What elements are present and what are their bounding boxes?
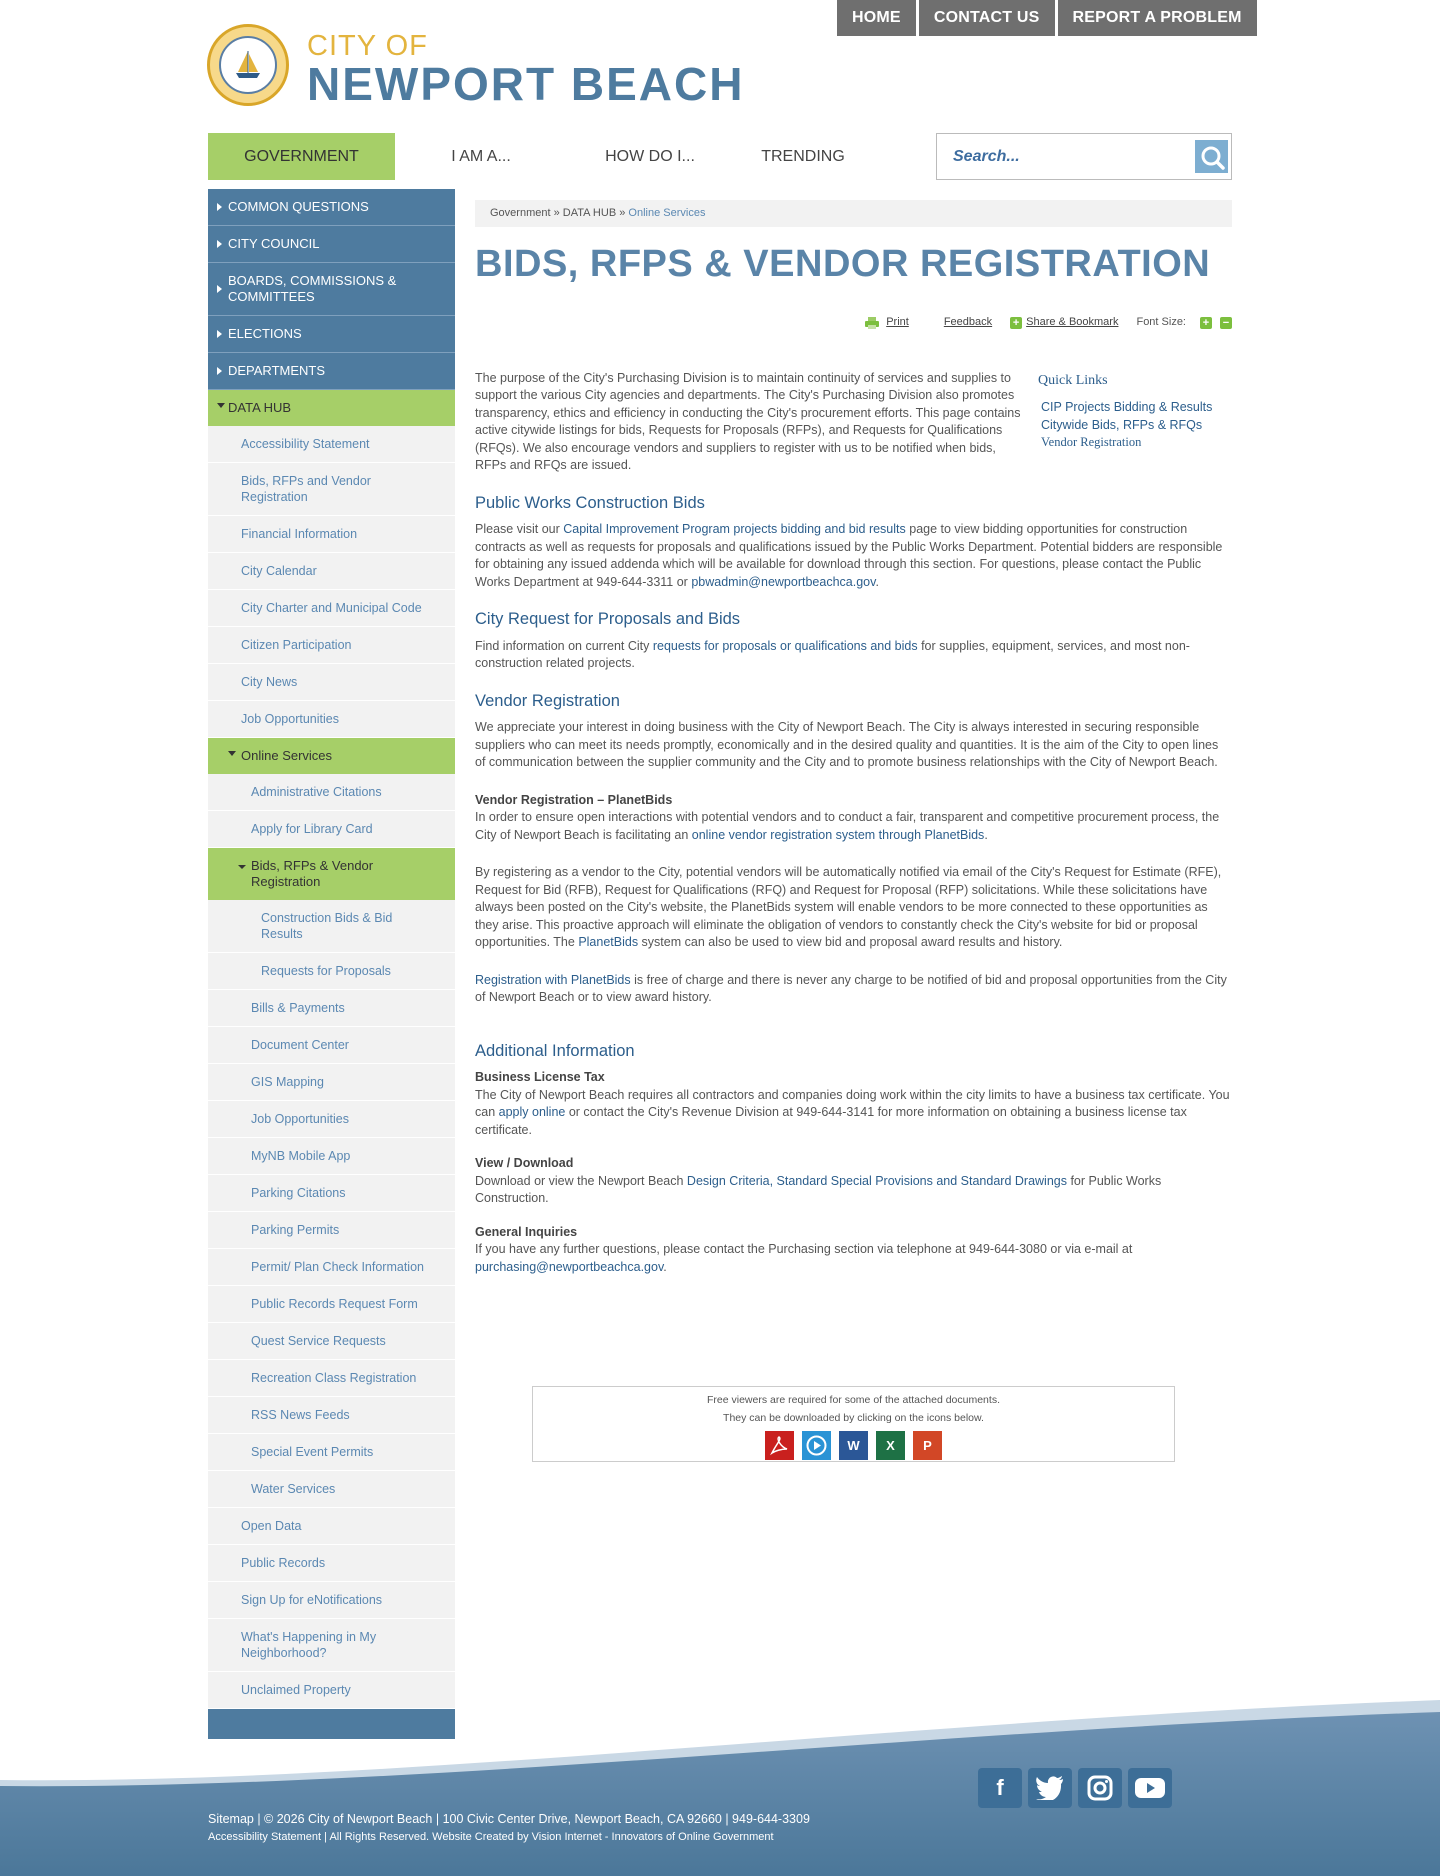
sidebar-item-label: COMMON QUESTIONS [228,199,369,214]
sidebar-sub-item-job-opportunities[interactable] [208,701,455,738]
share-tool[interactable] [1010,314,1118,332]
sidebar-sub-item-label: Job Opportunities [241,712,339,726]
youtube-icon[interactable] [1128,1768,1172,1808]
sidebar-item-label: BOARDS, COMMISSIONS & COMMITTEES [228,273,397,304]
sidebar-sub-item-administrative-citations[interactable] [208,774,455,811]
sidebar-sub-item-city-charter-and-municipal-code[interactable] [208,590,455,627]
sidebar-sub-item-requests-for-proposals[interactable] [208,953,455,990]
planetbids-text [475,792,1232,845]
seal-center [219,36,277,94]
main-content [475,200,1232,1276]
sidebar-sub-item-label: Citizen Participation [241,638,352,652]
sidebar-sub-item-label: City News [241,675,298,689]
footer-wave [0,1690,1440,1876]
font-increase-icon[interactable]: + [1200,317,1212,329]
instagram-icon[interactable] [1078,1768,1122,1808]
text: for supplies, equipment, services, and most non-construction related projects. [475,638,1190,670]
text: . [984,827,988,842]
section-heading-additional-info: Additional Information [475,1041,635,1060]
sidebar-sub-item-rss-news-feeds[interactable] [208,1397,455,1434]
search-icon [1199,144,1225,170]
sidebar-sub-item-label: Permit/ Plan Check Information [251,1260,424,1274]
sidebar-sub-item-gis-mapping[interactable] [208,1064,455,1101]
report-problem-link[interactable]: REPORT A PROBLEM [1058,0,1257,36]
intro-section [475,370,1232,475]
general-inquiries-heading: General Inquiries [475,1224,578,1239]
section-heading-public-works: Public Works Construction Bids [475,493,705,512]
sidebar-sub-item-label: Public Records Request Form [251,1297,418,1311]
planetbids-system-link[interactable]: online vendor registration system through PlanetBids [691,827,985,842]
sidebar-nav [208,189,455,1739]
breadcrumb-government[interactable]: Government [490,207,551,219]
footer-line-2: Accessibility Statement | All Rights Reserved. Website Created by Vision Internet - Innovators of Online Government [208,1831,774,1843]
sidebar-sub-item-label: Construction Bids & Bid Results [261,911,393,941]
twitter-icon[interactable] [1028,1768,1072,1808]
page-title: BIDS, RFPS & VENDOR REGISTRATION [475,243,1211,285]
breadcrumb [475,200,1232,227]
sidebar-sub-item-special-event-permits[interactable] [208,1434,455,1471]
quick-links-heading: Quick Links [1038,372,1108,388]
text: The City of Newport Beach requires all contractors and companies doing work within the city limits to have a business tax certificate. You can [475,1087,1230,1119]
collapse-arrow-icon [217,403,225,408]
nav-i-am-a[interactable]: I AM A... [451,148,511,165]
breadcrumb-online-services[interactable]: Online Services [628,207,706,219]
main-nav [208,133,873,180]
business-license-heading: Business License Tax [475,1070,605,1084]
sidebar-sub-item-label: Parking Permits [251,1223,340,1237]
sidebar-sub-item-open-data[interactable] [208,1508,455,1545]
city-rfp-text [475,638,1232,673]
media-player-icon[interactable] [802,1431,831,1460]
top-links [837,0,1257,36]
breadcrumb-data-hub[interactable]: DATA HUB [562,207,617,219]
sidebar-sub-item-bills-payments[interactable] [208,990,455,1027]
sidebar-sub-item-label: Bids, RFPs and Vendor Registration [241,474,371,504]
sidebar-sub-item-label: Apply for Library Card [251,822,373,836]
sidebar-sub-item-label: Sign Up for eNotifications [241,1593,383,1607]
excel-viewer-icon[interactable]: X [876,1431,905,1460]
registering-text [475,864,1232,952]
sidebar-item-city-council[interactable] [208,226,455,263]
sidebar-item-common-questions[interactable] [208,189,455,226]
apply-online-link[interactable]: apply online [498,1105,566,1119]
section-heading-city-rfp: City Request for Proposals and Bids [475,610,741,628]
sidebar-sub-item-label: Water Services [251,1482,336,1496]
facebook-icon[interactable]: f [978,1768,1022,1808]
sidebar-sub-item-public-records-request-form[interactable] [208,1286,455,1323]
text: . [875,574,879,589]
breadcrumb-separator: » [553,207,560,219]
brand-line-1: CITY OF [307,30,428,62]
vendor-intro-text: We appreciate your interest in doing business with the City of Newport Beach. The City is always interested in securing responsible suppliers who can meet its needs promptly, economically and in the desired quality and quantities. It is the aim of the City to open lines of communication between the supplier community and the City and to promote business relationships with the City of Newport Beach. [475,720,1219,769]
text: By registering as a vendor to the City, potential vendors will be automatically notified via email of the City's Request for Estimate (RFE), Request for Bid (RFB), Request for Qualifications (RFQ) and Request for Proposal (RFP) solicitations. While these solicitations have always been posted on the City's website, the PlanetBids system will enable vendors to be more connected to these opportunities as they arise. This proactive approach will eliminate the obligation of vendors to constantly check the City's website for bid or proposal opportunities. The [475,865,1222,949]
general-inquiries-text [475,1224,1232,1277]
quick-link-cip[interactable]: CIP Projects Bidding & Results [1041,400,1213,414]
text: system can also be used to view bid and proposal award results and history. [638,935,1063,949]
print-tool[interactable] [865,314,909,332]
sidebar-item-boards[interactable] [208,263,455,316]
planetbids-link[interactable]: PlanetBids [578,935,639,949]
search-box [936,133,1232,180]
expand-arrow-icon [217,240,222,248]
text: for Public Works Construction. [475,1173,1162,1205]
sidebar-sub-item-recreation-class-registration[interactable] [208,1360,455,1397]
sidebar-sub-item-bids-rfps-and-vendor-registration[interactable] [208,463,455,516]
sidebar-sub-item-water-services[interactable] [208,1471,455,1508]
search-input[interactable] [937,134,1177,179]
search-button[interactable] [1195,140,1228,173]
sidebar-item-label: DATA HUB [228,400,292,415]
sidebar-sub-item-document-center[interactable] [208,1027,455,1064]
share-plus-icon: + [1010,317,1022,329]
brand-line-2: NEWPORT BEACH [307,58,745,110]
sidebar-sub-item-label: Administrative Citations [251,785,382,799]
sidebar-sub-item-label: Requests for Proposals [261,964,391,978]
expand-arrow-icon [217,367,222,375]
text: Find information on current City [475,638,653,653]
sidebar-sub-item-city-news[interactable] [208,664,455,701]
expand-arrow-icon [217,285,222,293]
sidebar-item-label: ELECTIONS [228,326,302,341]
viewers-text-2: They can be downloaded by clicking on the icons below. [723,1412,984,1424]
sidebar-sub-item-label: Accessibility Statement [241,437,370,451]
sidebar-sub-item-label: Recreation Class Registration [251,1371,417,1385]
registration-planetbids-link[interactable]: Registration with PlanetBids [475,972,631,987]
sidebar-item-bids-active[interactable] [208,848,455,900]
sidebar-sub-item-parking-permits[interactable] [208,1212,455,1249]
sidebar-sub-item-what-s-happening-in-my-neighborhood[interactable] [208,1619,455,1672]
pdf-reader-icon[interactable] [765,1431,794,1460]
footer-line-1: Sitemap | © 2026 City of Newport Beach | 100 Civic Center Drive, Newport Beach, CA 92660 | 949-644-3309 [208,1812,810,1826]
sidebar-sub-item-label: Parking Citations [251,1186,346,1200]
nav-how-do-i[interactable]: HOW DO I... [605,148,695,165]
viewer-icons [533,1431,1174,1460]
share-link[interactable]: Share & Bookmark [1026,316,1119,328]
home-link[interactable]: HOME [837,0,916,36]
registration-free-text [475,972,1232,1007]
sidebar-sub-item-label: Financial Information [241,527,358,541]
nav-government[interactable]: GOVERNMENT [208,133,395,180]
sidebar-item-elections[interactable] [208,316,455,353]
planetbids-subheading: Vendor Registration – PlanetBids [475,792,673,807]
expand-arrow-icon [217,203,222,211]
sidebar-item-data-hub[interactable] [208,390,455,426]
sidebar-sub-item-label: What's Happening in My Neighborhood? [241,1630,377,1660]
section-heading-vendor-registration: Vendor Registration [475,691,620,710]
public-works-text [475,521,1232,591]
collapse-arrow-icon [238,865,246,869]
sidebar-sub-item-label: MyNB Mobile App [251,1149,351,1163]
viewers-text-1: Free viewers are required for some of the attached documents. [707,1394,1000,1406]
quick-link-vendor[interactable]: Vendor Registration [1041,435,1142,449]
text: or contact the City's Revenue Division at 949-644-3141 for more information on obtaining a business license tax certificate. [475,1105,1187,1137]
intro-text: The purpose of the City's Purchasing Division is to maintain continuity of services and supplies to support the various City agencies and departments. The City's Purchasing Division also promotes transparency, ethics and efficiency in conducting the City's procurement efforts. This page contains active citywide listings for bids, Requests for Proposals (RFPs), and Requests for Qualifications (RFQs). We also encourage vendors and suppliers to register with us to be notified when bids, RFPs and RFQs are issued. [475,370,1021,472]
design-criteria-link[interactable]: Design Criteria, Standard Special Provisions and Standard Drawings [686,1173,1067,1188]
view-download-heading: View / Download [475,1156,574,1170]
sidebar-sub-item-accessibility-statement[interactable] [208,426,455,463]
contact-us-link[interactable]: CONTACT US [919,0,1055,36]
sidebar-sub-item-citizen-participation[interactable] [208,627,455,664]
word-viewer-icon[interactable]: W [839,1431,868,1460]
text: If you have any further questions, please contact the Purchasing section via telephone at 949-644-3080 or via e-mail at [475,1242,1133,1256]
breadcrumb-separator: » [619,207,626,219]
sidebar-sub-item-label: Unclaimed Property [241,1683,351,1697]
page-tools [475,314,1232,332]
sidebar-sub-item-quest-service-requests[interactable] [208,1323,455,1360]
sidebar-sub-item-permit-plan-check-information[interactable] [208,1249,455,1286]
sidebar-item-label: DEPARTMENTS [228,363,326,378]
print-link[interactable]: Print [886,316,909,328]
purchasing-email-link[interactable]: purchasing@newportbeachca.gov [475,1259,664,1274]
sidebar-item-online-services[interactable] [208,738,455,774]
quick-links [1038,372,1212,475]
sidebar-item-departments[interactable] [208,353,455,390]
sidebar-sub-item-public-records[interactable] [208,1545,455,1582]
sidebar-sub-item-label: Bills & Payments [251,1001,345,1015]
sidebar-sub-item-mynb-mobile-app[interactable] [208,1138,455,1175]
seal-ship-icon [228,45,268,85]
text: In order to ensure open interactions with potential vendors and to conduct a fair, transparent and competitive procurement process, the City of Newport Beach is facilitating an [475,810,1220,842]
sidebar-sub-item-label: Document Center [251,1038,349,1052]
footer-text [208,1810,810,1846]
business-license-text [475,1069,1232,1139]
sidebar-sub-item-construction-bids-bid-results[interactable] [208,900,455,953]
sidebar-sub-item-label: Public Records [241,1556,326,1570]
social-links [978,1768,1172,1808]
collapse-arrow-icon [228,751,236,756]
city-seal-logo[interactable] [207,24,289,106]
sidebar-item-label: Bids, RFPs & Vendor Registration [251,858,374,889]
sidebar-sub-item-label: City Calendar [241,564,317,578]
rfp-bids-link[interactable]: requests for proposals or qualifications and bids [652,638,918,653]
sidebar-sub-item-label: Job Opportunities [251,1112,349,1126]
sidebar-item-label: CITY COUNCIL [228,236,320,251]
printer-icon [865,317,879,329]
sidebar-sub-item-label: Quest Service Requests [251,1334,386,1348]
sidebar-sub-item-label: Open Data [241,1519,302,1533]
powerpoint-viewer-icon[interactable]: P [913,1431,942,1460]
font-size-tool [1136,314,1232,332]
pbwadmin-email-link[interactable]: pbwadmin@newportbeachca.gov [691,574,876,589]
sidebar-sub-item-label: City Charter and Municipal Code [241,601,422,615]
sidebar-sub-item-city-calendar[interactable] [208,553,455,590]
text: Please visit our [475,522,564,536]
sidebar-sub-item-label: RSS News Feeds [251,1408,350,1422]
sidebar-sub-item-apply-for-library-card[interactable] [208,811,455,848]
sidebar-sub-item-label: Special Event Permits [251,1445,374,1459]
font-size-label: Font Size: [1136,316,1186,328]
text: page to view bidding opportunities for construction contracts as well as requests for proposals and qualifications issued by the Public Works Department. Potential bidders are responsible for obtaining any issued addenda which will be available for download through this section. For questions, please contact the Public Works Department at 949-644-3311 or [475,522,1223,589]
cip-bidding-link[interactable]: Capital Improvement Program projects bidding and bid results [563,522,906,536]
sidebar-sub-item-parking-citations[interactable] [208,1175,455,1212]
font-decrease-icon[interactable]: − [1220,317,1232,329]
sidebar-sub-item-sign-up-for-enotifications[interactable] [208,1582,455,1619]
nav-trending[interactable]: TRENDING [761,148,845,165]
text: Download or view the Newport Beach [475,1173,687,1188]
text: . [663,1259,667,1274]
sidebar-sub-item-label: GIS Mapping [251,1075,324,1089]
sidebar-sub-item-financial-information[interactable] [208,516,455,553]
view-download-text [475,1155,1232,1208]
sidebar-item-label: Online Services [241,748,333,763]
sidebar-sub-item-job-opportunities[interactable] [208,1101,455,1138]
text: is free of charge and there is never any charge to be notified of bid and proposal opportunities from the City of Newport Beach or to view award history. [475,972,1227,1004]
expand-arrow-icon [217,330,222,338]
brand-name[interactable] [307,30,745,110]
free-viewers-box [532,1386,1175,1462]
quick-link-citywide[interactable]: Citywide Bids, RFPs & RFQs [1041,417,1203,432]
feedback-link[interactable]: Feedback [943,316,993,328]
